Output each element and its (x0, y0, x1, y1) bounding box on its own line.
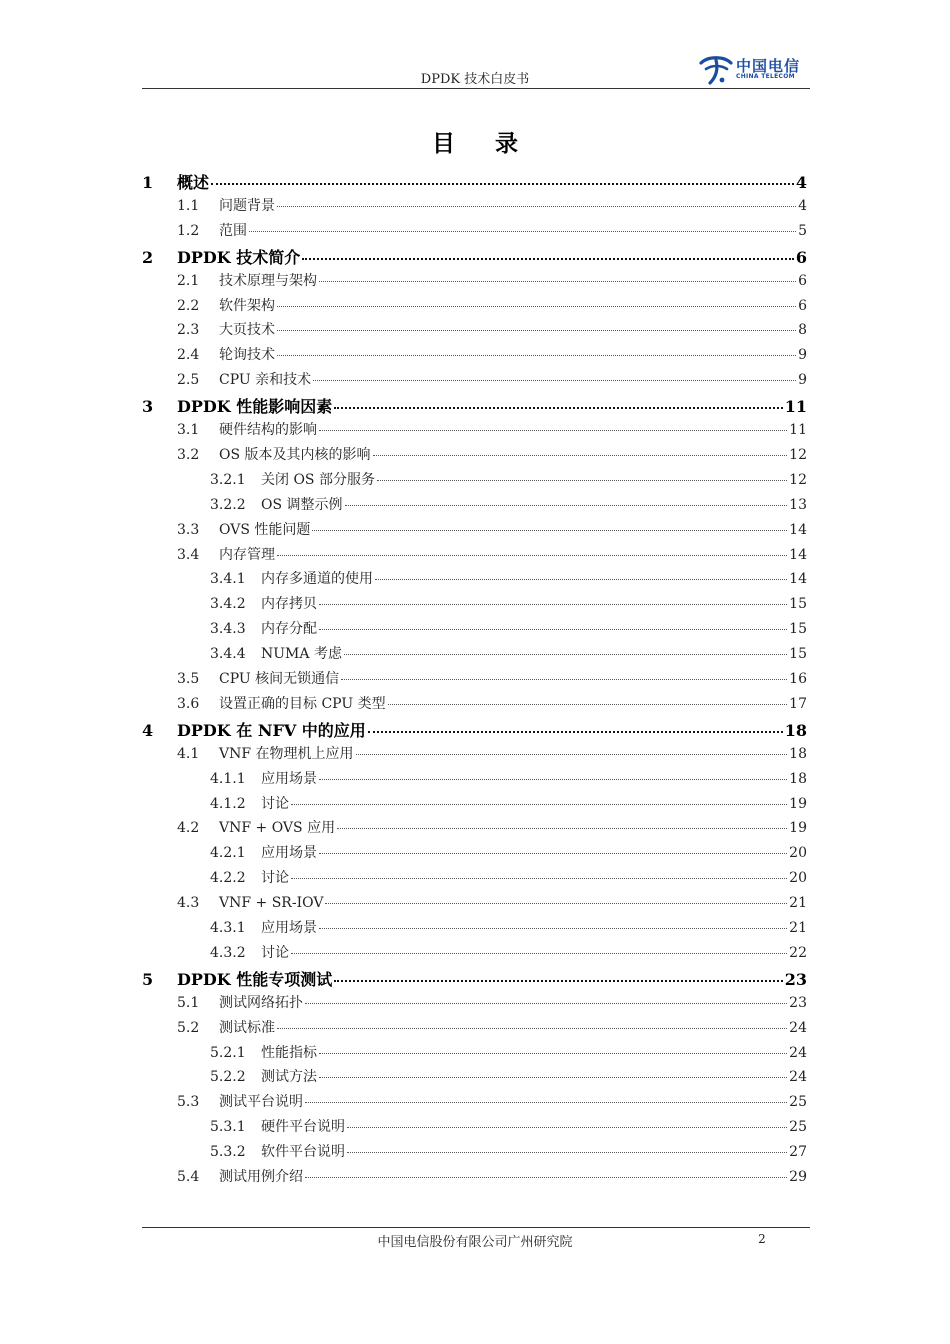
toc-leader-dots (373, 441, 788, 456)
toc-entry-number: 1.2 (177, 222, 200, 239)
toc-entry-title: 硬件平台说明 (261, 1119, 345, 1136)
toc-entry-level3[interactable] (210, 494, 807, 514)
toc-entry-level3[interactable] (210, 768, 807, 788)
toc-entry-level3[interactable] (210, 593, 807, 613)
toc-entry-page: 9 (798, 347, 807, 364)
toc-entry-level3[interactable] (210, 793, 807, 813)
toc-entry-title: 关闭 OS 部分服务 (261, 471, 375, 488)
toc-entry-page: 24 (789, 1044, 807, 1061)
toc-entry-number: 2.3 (177, 322, 200, 339)
toc-entry-number: 3.2 (177, 446, 200, 463)
toc-entry-number: 5.1 (177, 994, 200, 1011)
toc-entry-title: 应用场景 (261, 770, 317, 787)
toc-leader-dots (319, 1063, 787, 1078)
toc-entry-number: 1.1 (177, 197, 200, 214)
toc-entry-number: 3.2.1 (210, 471, 246, 488)
toc-leader-dots (344, 640, 787, 655)
toc-entry-page: 4 (798, 197, 807, 214)
toc-entry-title: 测试网络拓扑 (219, 994, 303, 1011)
toc-entry-title: 讨论 (261, 870, 289, 887)
toc-entry-page: 16 (789, 671, 807, 687)
toc-entry-page: 20 (789, 870, 807, 887)
toc-entry-page: 15 (789, 646, 807, 663)
toc-leader-dots (334, 391, 782, 409)
toc-entry-title: NUMA 考虑 (261, 646, 342, 663)
toc-entry-page: 19 (789, 795, 807, 812)
toc-entry-title: 测试平台说明 (219, 1094, 303, 1111)
toc-entry-number: 4.3.1 (210, 920, 246, 936)
toc-entry-number: 5.3.2 (210, 1144, 246, 1161)
toc-entry-page: 21 (789, 920, 807, 936)
toc-leader-dots (368, 715, 783, 733)
toc-leader-dots (319, 765, 787, 780)
toc-leader-dots (375, 565, 787, 580)
header-title: DPDK 技术白皮书 (420, 72, 530, 87)
toc-entry-number: 4.2.2 (210, 870, 246, 887)
toc-entry-level3[interactable] (210, 1141, 807, 1161)
toc-entry-number: 5.2 (177, 1019, 200, 1036)
toc-entry-level2[interactable] (177, 319, 807, 339)
china-telecom-logo (698, 54, 810, 86)
toc-entry-page: 15 (789, 596, 807, 613)
toc-entry-page: 6 (795, 247, 807, 267)
toc-entry-title: 硬件结构的影响 (219, 422, 317, 438)
toc-entry-title: CPU 亲和技术 (219, 372, 312, 389)
toc-entry-page: 14 (789, 521, 807, 538)
logo-chinese-name: 中国电信 (736, 57, 801, 75)
toc-entry-title: 技术原理与架构 (219, 272, 317, 289)
toc-entry-page: 24 (789, 1069, 807, 1086)
toc-entry-title: 测试方法 (261, 1069, 317, 1086)
toc-entry-number: 5 (142, 969, 154, 989)
toc-leader-dots (319, 590, 787, 605)
toc-entry-number: 3.3 (177, 521, 200, 538)
toc-entry-level2[interactable] (177, 419, 807, 439)
page-title: 目 录 (431, 130, 534, 157)
toc-entry-number: 5.2.1 (210, 1044, 246, 1061)
toc-leader-dots (277, 341, 796, 356)
footer-page-number: 2 (758, 1232, 766, 1246)
toc-entry-level3[interactable] (210, 1116, 807, 1136)
toc-entry-level2[interactable] (177, 1091, 807, 1111)
toc-entry-title: 内存分配 (261, 621, 317, 638)
toc-leader-dots (313, 366, 796, 381)
toc-entry-title: 大页技术 (219, 322, 275, 339)
toc-entry-level3[interactable] (210, 469, 807, 489)
toc-entry-level3[interactable] (210, 842, 807, 862)
toc-entry-number: 3.4 (177, 546, 200, 563)
toc-entry-page: 17 (789, 695, 807, 712)
toc-leader-dots (334, 964, 782, 982)
toc-entry-title: DPDK 性能影响因素 (177, 397, 333, 417)
toc-entry-level3[interactable] (210, 568, 807, 588)
toc-entry-page: 8 (798, 322, 807, 339)
toc-entry-title: 讨论 (261, 944, 289, 961)
toc-entry-page: 5 (798, 222, 807, 239)
toc-entry-number: 4.2 (177, 820, 200, 837)
toc-entry-page: 14 (789, 571, 807, 588)
toc-entry-page: 22 (789, 944, 807, 961)
toc-entry-level3[interactable] (210, 618, 807, 638)
toc-entry-level1[interactable] (142, 394, 807, 417)
toc-entry-level3[interactable] (210, 867, 807, 887)
toc-entry-number: 4.1.2 (210, 795, 246, 812)
toc-entry-level2[interactable] (177, 220, 807, 240)
toc-entry-number: 4.1.1 (210, 770, 246, 787)
toc-entry-level3[interactable] (210, 643, 807, 663)
toc-entry-page: 19 (789, 820, 807, 837)
toc-entry-level2[interactable] (177, 1017, 807, 1037)
toc-entry-level2[interactable] (177, 668, 807, 688)
toc-entry-page: 12 (789, 446, 807, 463)
toc-entry-level2[interactable] (177, 892, 807, 911)
toc-leader-dots (319, 914, 787, 929)
toc-entry-level2[interactable] (177, 519, 807, 539)
china-telecom-emblem-icon (698, 54, 734, 86)
toc-entry-title: 测试用例介绍 (219, 1169, 303, 1185)
toc-leader-dots (347, 1113, 787, 1128)
toc-entry-number: 4.2.1 (210, 845, 246, 862)
toc-leader-dots (277, 292, 796, 307)
toc-entry-page: 23 (784, 969, 807, 989)
toc-entry-title: 内存多通道的使用 (261, 571, 373, 588)
toc-entry-number: 4.1 (177, 745, 200, 762)
toc-entry-title: 内存拷贝 (261, 596, 317, 613)
toc-entry-level3[interactable] (210, 1066, 807, 1086)
toc-entry-level1[interactable] (142, 718, 807, 741)
toc-leader-dots (319, 267, 796, 282)
toc-entry-number: 3.4.1 (210, 571, 246, 588)
toc-entry-level2[interactable] (177, 817, 807, 837)
toc-entry-page: 21 (789, 895, 807, 912)
toc-leader-dots (347, 1138, 787, 1153)
toc-entry-number: 4.3.2 (210, 944, 246, 961)
toc-entry-page: 18 (789, 770, 807, 787)
toc-entry-number: 5.2.2 (210, 1069, 246, 1086)
toc-entry-title: 测试标准 (219, 1019, 275, 1036)
toc-entry-level3[interactable] (210, 1042, 807, 1062)
toc-leader-dots (305, 989, 787, 1004)
toc-entry-page: 9 (798, 372, 807, 389)
toc-entry-title: 性能指标 (261, 1044, 317, 1061)
toc-entry-number: 4 (142, 720, 154, 740)
toc-entry-title: DPDK 技术简介 (177, 247, 301, 267)
header-divider (142, 88, 810, 89)
toc-entry-number: 3.5 (177, 671, 200, 687)
toc-entry-page: 4 (795, 173, 807, 192)
footer-organization: 中国电信股份有限公司广州研究院 (377, 1235, 573, 1250)
toc-leader-dots (305, 1163, 787, 1178)
toc-leader-dots (377, 466, 787, 481)
toc-leader-dots (249, 217, 796, 232)
toc-entry-number: 3 (142, 397, 154, 417)
toc-entry-level2[interactable] (177, 1166, 807, 1186)
toc-entry-title: OS 版本及其内核的影响 (219, 446, 371, 463)
toc-leader-dots (319, 839, 787, 854)
toc-leader-dots (319, 416, 787, 431)
toc-entry-level3[interactable] (210, 942, 807, 962)
toc-entry-title: OVS 性能问题 (219, 521, 311, 538)
toc-leader-dots (341, 665, 787, 680)
toc-entry-page: 6 (798, 272, 807, 289)
toc-entry-title: 应用场景 (261, 845, 317, 862)
toc-entry-level2[interactable] (177, 295, 807, 315)
toc-entry-number: 2.5 (177, 372, 200, 389)
toc-entry-number: 3.4.4 (210, 646, 246, 663)
toc-leader-dots (277, 541, 787, 556)
toc-entry-level2[interactable] (177, 992, 807, 1012)
footer-divider (142, 1227, 810, 1228)
toc-entry-title: VNF + OVS 应用 (219, 820, 336, 837)
toc-entry-title: DPDK 性能专项测试 (177, 969, 333, 989)
toc-entry-number: 5.3 (177, 1094, 200, 1111)
toc-entry-page: 11 (789, 422, 807, 438)
toc-entry-page: 13 (789, 496, 807, 513)
logo-english-name: CHINA TELECOM (736, 73, 795, 80)
toc-entry-level2[interactable] (177, 195, 807, 215)
toc-entry-level2[interactable] (177, 270, 807, 290)
toc-entry-title: 问题背景 (219, 197, 275, 214)
toc-entry-level2[interactable] (177, 693, 807, 713)
toc-entry-level1[interactable] (142, 170, 807, 193)
toc-leader-dots (277, 192, 796, 207)
toc-entry-page: 11 (784, 397, 807, 417)
toc-entry-page: 14 (789, 546, 807, 563)
toc-entry-title: 软件架构 (219, 297, 275, 314)
toc-entry-title: 轮询技术 (219, 347, 275, 364)
toc-leader-dots (312, 516, 787, 531)
toc-entry-title: 讨论 (261, 795, 289, 812)
toc-entry-number: 3.1 (177, 422, 200, 438)
toc-entry-page: 25 (789, 1094, 807, 1111)
toc-entry-number: 3.6 (177, 695, 200, 712)
toc-leader-dots (388, 690, 788, 705)
toc-entry-title: VNF 在物理机上应用 (219, 745, 354, 762)
toc-entry-title: 内存管理 (219, 546, 275, 563)
toc-leader-dots (345, 491, 788, 506)
toc-entry-page: 18 (789, 745, 807, 762)
toc-entry-title: CPU 核间无锁通信 (219, 671, 340, 687)
toc-leader-dots (319, 1039, 787, 1054)
toc-entry-page: 12 (789, 471, 807, 488)
toc-entry-number: 2.4 (177, 347, 200, 364)
toc-entry-title: 设置正确的目标 CPU 类型 (219, 695, 386, 712)
toc-entry-level1[interactable] (142, 245, 807, 268)
toc-leader-dots (291, 939, 787, 954)
toc-entry-level2[interactable] (177, 444, 807, 464)
toc-entry-number: 2.2 (177, 297, 200, 314)
toc-entry-title: VNF + SR-IOV (219, 895, 324, 912)
toc-entry-page: 18 (784, 720, 807, 740)
toc-entry-page: 20 (789, 845, 807, 862)
toc-entry-title: OS 调整示例 (261, 496, 343, 513)
toc-leader-dots (337, 814, 787, 829)
toc-leader-dots (305, 1088, 787, 1103)
toc-leader-dots (325, 889, 787, 904)
toc-entry-page: 15 (789, 621, 807, 638)
toc-entry-title: DPDK 在 NFV 中的应用 (177, 720, 366, 740)
toc-entry-number: 3.4.3 (210, 621, 246, 638)
toc-entry-title: 范围 (219, 222, 247, 239)
toc-entry-level2[interactable] (177, 743, 807, 763)
toc-leader-dots (277, 316, 796, 331)
toc-leader-dots (291, 790, 787, 805)
toc-entry-level2[interactable] (177, 369, 807, 389)
toc-leader-dots (211, 167, 794, 185)
toc-entry-number: 1 (142, 173, 154, 192)
toc-entry-number: 2 (142, 247, 154, 267)
toc-entry-number: 3.2.2 (210, 496, 246, 513)
toc-entry-title: 应用场景 (261, 920, 317, 936)
toc-entry-level2[interactable] (177, 544, 807, 564)
toc-entry-page: 27 (789, 1144, 807, 1161)
toc-entry-level3[interactable] (210, 917, 807, 937)
toc-leader-dots (277, 1014, 787, 1029)
toc-entry-number: 5.4 (177, 1169, 200, 1185)
toc-entry-level2[interactable] (177, 344, 807, 364)
toc-entry-title: 概述 (177, 173, 210, 192)
toc-leader-dots (319, 615, 787, 630)
toc-entry-number: 2.1 (177, 272, 200, 289)
toc-entry-number: 4.3 (177, 895, 200, 912)
toc-entry-page: 29 (789, 1169, 807, 1185)
toc-entry-number: 5.3.1 (210, 1119, 246, 1136)
toc-entry-title: 软件平台说明 (261, 1144, 345, 1161)
toc-leader-dots (302, 242, 794, 260)
toc-entry-page: 24 (789, 1019, 807, 1036)
toc-entry-level1[interactable] (142, 967, 807, 990)
toc-entry-page: 23 (789, 994, 807, 1011)
toc-leader-dots (356, 740, 788, 755)
toc-entry-page: 6 (798, 297, 807, 314)
toc-entry-page: 25 (789, 1119, 807, 1136)
toc-leader-dots (291, 864, 787, 879)
toc-entry-number: 3.4.2 (210, 596, 246, 613)
